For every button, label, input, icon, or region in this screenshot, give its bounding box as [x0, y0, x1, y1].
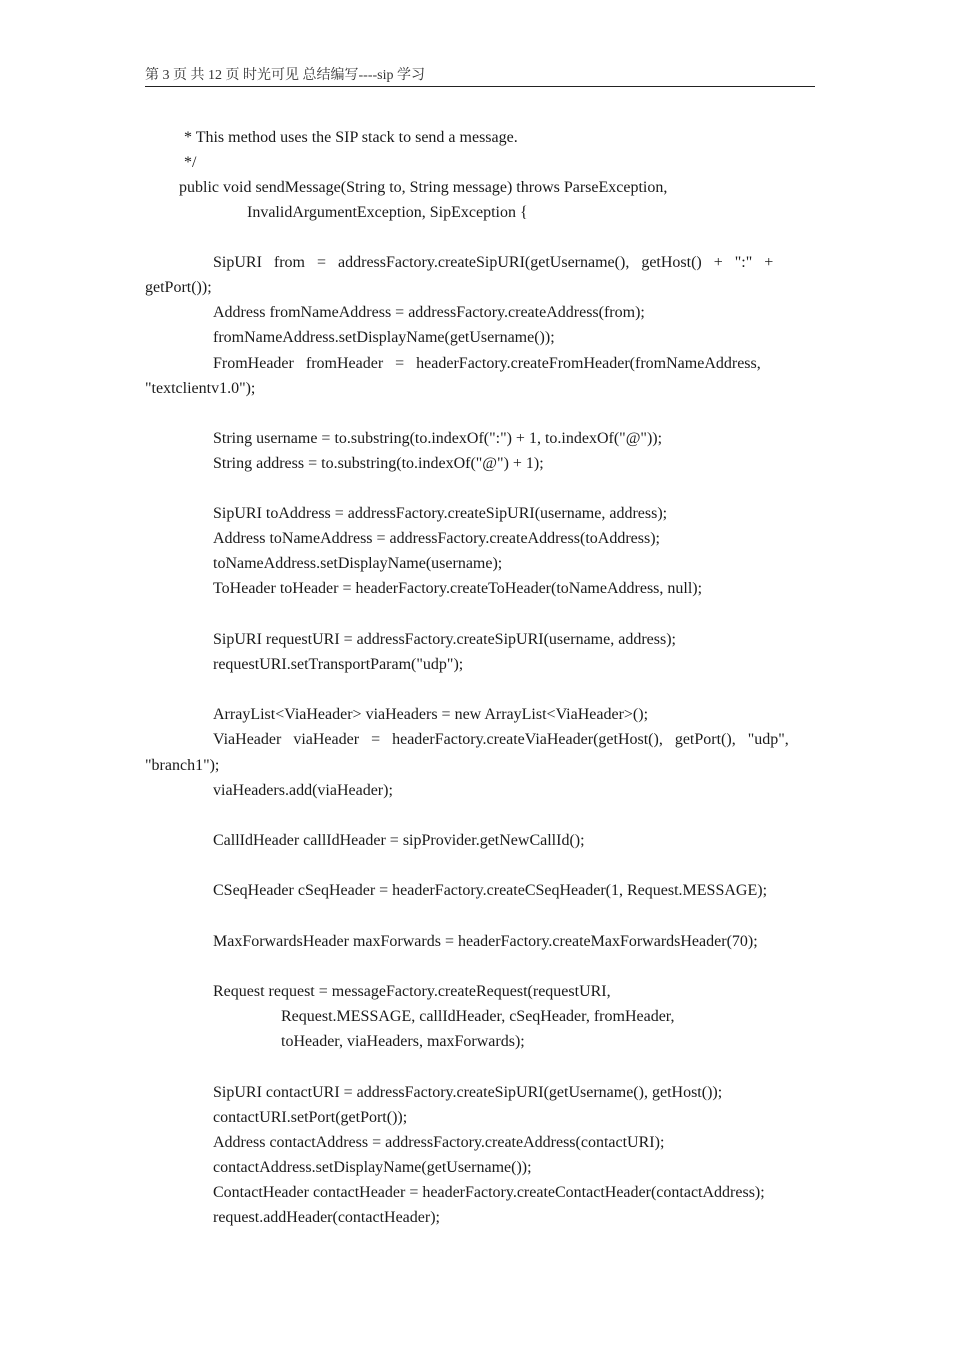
code-line: toNameAddress.setDisplayName(username);: [213, 555, 503, 572]
code-line: FromHeader fromHeader = headerFactory.createFromHeader(fromNameAddress,: [213, 355, 761, 372]
header-divider: [145, 86, 815, 87]
code-line: InvalidArgumentException, SipException {: [247, 204, 528, 221]
code-line: Address fromNameAddress = addressFactory.createAddress(from);: [213, 304, 645, 321]
code-line: contactURI.setPort(getPort());: [213, 1109, 408, 1126]
code-line: "branch1");: [145, 757, 220, 774]
code-line: contactAddress.setDisplayName(getUsername());: [213, 1159, 532, 1176]
page-header: 第 3 页 共 12 页 时光可见 总结编写----sip 学习: [145, 68, 425, 83]
code-line: SipURI toAddress = addressFactory.createSipURI(username, address);: [213, 505, 668, 522]
code-line: String username = to.substring(to.indexOf(":") + 1, to.indexOf("@"));: [213, 430, 663, 447]
code-line: fromNameAddress.setDisplayName(getUsername());: [213, 329, 555, 346]
code-line: "textclientv1.0");: [145, 380, 256, 397]
code-line: CallIdHeader callIdHeader = sipProvider.getNewCallId();: [213, 832, 585, 849]
code-line: Request request = messageFactory.createRequest(requestURI,: [213, 983, 611, 1000]
code-line: SipURI requestURI = addressFactory.createSipURI(username, address);: [213, 631, 676, 648]
code-line: ToHeader toHeader = headerFactory.createToHeader(toNameAddress, null);: [213, 580, 703, 597]
code-line: Address contactAddress = addressFactory.createAddress(contactURI);: [213, 1134, 665, 1151]
code-line: ArrayList<ViaHeader> viaHeaders = new ArrayList<ViaHeader>();: [213, 706, 649, 723]
code-line: Request.MESSAGE, callIdHeader, cSeqHeader, fromHeader,: [281, 1008, 675, 1025]
code-line: getPort());: [145, 279, 212, 296]
code-line: toHeader, viaHeaders, maxForwards);: [281, 1033, 525, 1050]
code-line: SipURI from = addressFactory.createSipURI(getUsername(), getHost() + ":" +: [213, 254, 774, 271]
code-line: request.addHeader(contactHeader);: [213, 1209, 440, 1226]
code-line: SipURI contactURI = addressFactory.createSipURI(getUsername(), getHost());: [213, 1084, 723, 1101]
code-line: ViaHeader viaHeader = headerFactory.createViaHeader(getHost(), getPort(), "udp",: [213, 731, 789, 748]
code-line: Address toNameAddress = addressFactory.createAddress(toAddress);: [213, 530, 660, 547]
code-line: CSeqHeader cSeqHeader = headerFactory.createCSeqHeader(1, Request.MESSAGE);: [213, 882, 768, 899]
code-line: * This method uses the SIP stack to send a message.: [184, 129, 518, 146]
code-line: ContactHeader contactHeader = headerFactory.createContactHeader(contactAddress);: [213, 1184, 765, 1201]
code-line: requestURI.setTransportParam("udp");: [213, 656, 464, 673]
code-line: public void sendMessage(String to, String message) throws ParseException,: [179, 179, 668, 196]
code-line: */: [184, 154, 197, 171]
code-line: String address = to.substring(to.indexOf("@") + 1);: [213, 455, 544, 472]
code-line: viaHeaders.add(viaHeader);: [213, 782, 393, 799]
code-line: MaxForwardsHeader maxForwards = headerFactory.createMaxForwardsHeader(70);: [213, 933, 758, 950]
